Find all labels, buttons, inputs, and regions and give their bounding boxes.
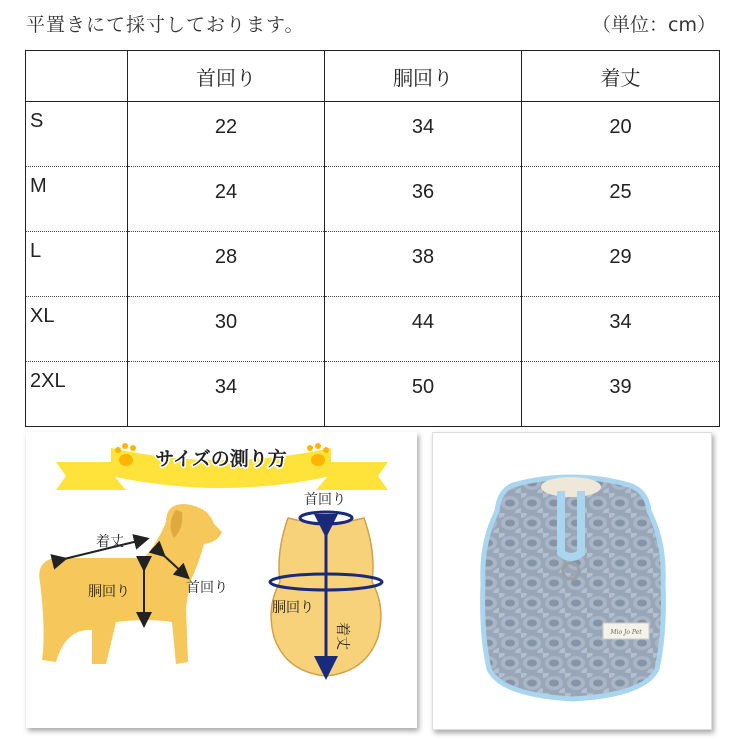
neck-cell: 28	[128, 232, 325, 297]
table-header-row	[26, 51, 720, 102]
table-row	[26, 167, 720, 232]
neck-cell: 24	[128, 167, 325, 232]
size-cell: XL	[26, 297, 128, 362]
garment-neck-label: 首回り	[304, 492, 346, 508]
table-row	[26, 297, 720, 362]
chest-cell: 36	[325, 167, 522, 232]
dog-neck-label: 首回り	[186, 580, 228, 596]
size-cell: 2XL	[26, 362, 128, 427]
tag-text: Mio Jo Pet	[610, 629, 642, 636]
length-cell: 39	[522, 362, 720, 427]
garment-length-label: 着丈	[334, 622, 350, 650]
size-cell: M	[26, 167, 128, 232]
unit-note: （単位：cm）	[592, 14, 716, 36]
table-row	[26, 102, 720, 167]
chest-cell: 38	[325, 232, 522, 297]
chest-cell: 44	[325, 297, 522, 362]
dog-chest-label: 胴回り	[88, 584, 130, 600]
size-cell: S	[26, 102, 128, 167]
guide-illustration	[26, 432, 417, 728]
product-photo	[432, 432, 712, 730]
table-row	[26, 362, 720, 427]
guide-title: サイズの測り方	[155, 448, 287, 470]
length-cell: 25	[522, 167, 720, 232]
length-cell: 34	[522, 297, 720, 362]
header-neck: 首回り	[128, 51, 325, 102]
header-size	[26, 51, 128, 102]
size-cell: L	[26, 232, 128, 297]
neck-cell: 34	[128, 362, 325, 427]
garment-chest-label: 胴回り	[272, 600, 314, 616]
vest-image	[433, 433, 711, 729]
measure-note: 平置きにて採寸しております。	[26, 14, 305, 36]
neck-cell: 30	[128, 297, 325, 362]
measuring-guide	[26, 432, 417, 728]
header-length: 着丈	[522, 51, 720, 102]
header-chest: 胴回り	[325, 51, 522, 102]
dog-length-label: 着丈	[96, 534, 124, 550]
chest-cell: 34	[325, 102, 522, 167]
title-banner	[56, 447, 388, 490]
chest-cell: 50	[325, 362, 522, 427]
table-row	[26, 232, 720, 297]
garment-neck-ellipse	[300, 512, 352, 524]
neck-cell: 22	[128, 102, 325, 167]
size-table	[25, 50, 720, 427]
length-cell: 29	[522, 232, 720, 297]
length-cell: 20	[522, 102, 720, 167]
